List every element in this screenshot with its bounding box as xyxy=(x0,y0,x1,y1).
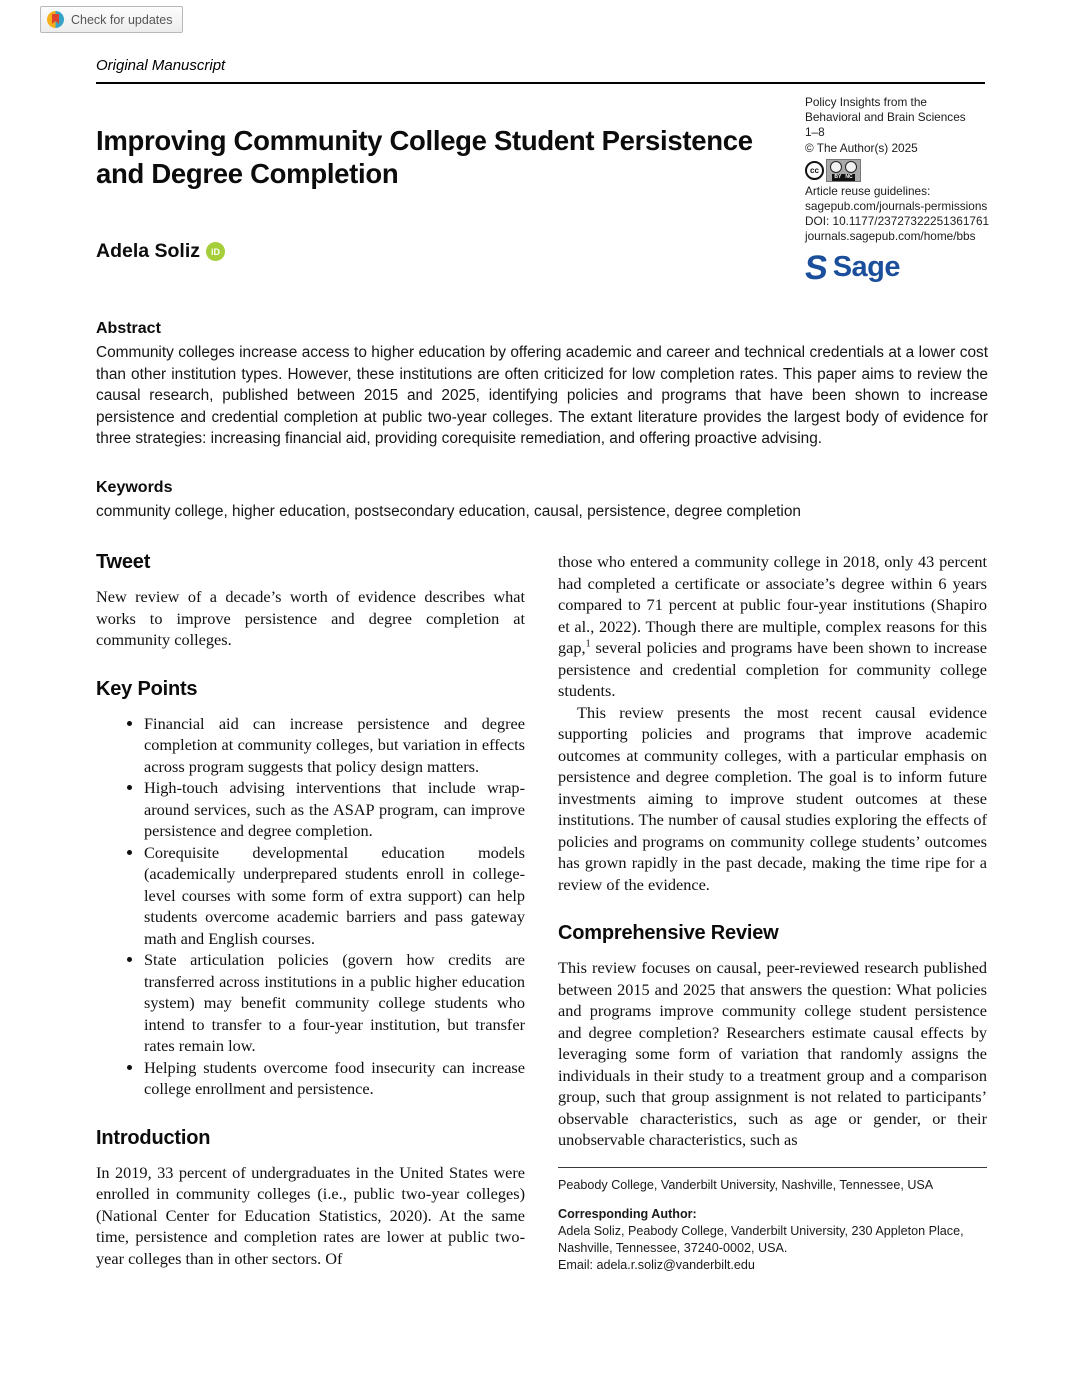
key-points-list xyxy=(96,713,525,1100)
journal-pages: 1–8 xyxy=(805,125,825,140)
introduction-heading: Introduction xyxy=(96,1126,211,1149)
review-overview-text: This review presents the most recent causal evidence supporting policies and programs that improve academic outcomes at community colleges, with a particular emphasis on persistence and degree completion. The goal is to inform future investments aiming to improve student outcomes at these institutions. The number of causal studies exploring the effects of policies and programs on community college students’ outcomes has grown rapidly in the past decade, making the time ripe for a review of the evidence. xyxy=(558,702,987,894)
orcid-icon[interactable]: iD xyxy=(206,242,225,261)
footnote-marker: 1 xyxy=(585,638,591,650)
right-column xyxy=(558,551,987,1274)
cc-by-nc-icon xyxy=(826,159,861,182)
cc-nc-label: NC xyxy=(845,173,853,180)
permissions-link[interactable]: sagepub.com/journals-permissions xyxy=(805,199,988,214)
introduction-text: In 2019, 33 percent of undergraduates in the United States were enrolled in community colleges (i.e., public two-year colleges) (National Center for Education Statistics, 2020). At the same time, persistence and completion rates are lower at public two-year colleges than in other sectors. Of xyxy=(96,1162,525,1268)
affiliation-text: Peabody College, Vanderbilt University, Nashville, Tennessee, USA xyxy=(558,1177,934,1192)
sage-wordmark: Sage xyxy=(832,251,901,284)
comprehensive-review-text: This review focuses on causal, peer-reviewed research published between 2015 and 2025 that answers the question: What policies and programs improve community college student persistence and degree completion? Researchers estimate causal effects by leveraging some form of variation that randomly assigns the individuals in their study to a treatment group and a comparison group, such that group assignment is not related to participants’ observable characteristics, such as age or gender, or their unobservable characteristics, such as xyxy=(558,958,987,1149)
key-points-heading: Key Points xyxy=(96,677,198,700)
journal-meta-block xyxy=(803,95,1005,287)
cc-by-label: BY xyxy=(834,173,842,180)
author-row xyxy=(96,240,225,263)
tweet-text: New review of a decade’s worth of evidence describes what works to improve persistence and degree completion at community colleges. xyxy=(96,587,525,649)
manuscript-type-label: Original Manuscript xyxy=(96,57,226,74)
key-point-item: • Corequisite developmental education models (academically underprepared students enroll in college-level courses with some form of extra support) can help students overcome academic barriers and pass gateway math and English courses. xyxy=(144,842,525,950)
author-name: Adela Soliz xyxy=(96,240,201,262)
check-for-updates-button[interactable] xyxy=(40,6,183,33)
abstract-heading: Abstract xyxy=(96,320,161,337)
cc-icon: cc xyxy=(805,161,824,180)
key-point-item: • Helping students overcome food insecurity can increase college enrollment and persistence. xyxy=(144,1057,525,1100)
intro-continued-before: those who entered a community college in 2018, only 43 percent had completed a certificate or associate’s degree within 6 years compared to 71 percent at public four-year institutions (Shapiro et al., 2022). Though there are multiple, complex reasons for this gap, xyxy=(558,552,987,657)
left-column xyxy=(96,551,525,1274)
journal-copyright: © The Author(s) 2025 xyxy=(805,140,918,155)
intro-continued-after: several policies and programs have been shown to increase persistence and credential completion for community college students. xyxy=(558,638,987,700)
tweet-heading: Tweet xyxy=(96,551,151,573)
journal-name-line2: Behavioral and Brain Sciences xyxy=(805,110,966,125)
key-point-item: • Financial aid can increase persistence and degree completion at community colleges, but variation in effects across program suggests that policy design matters. xyxy=(144,713,525,778)
cc-license-badge[interactable] xyxy=(805,159,861,182)
cc-by-icon xyxy=(830,161,842,173)
abstract-section xyxy=(96,320,988,450)
key-point-item: • State articulation policies (govern how credits are transferred across institutions in a public higher education system) may benefit community college students who intend to transfer to a four-year institution, but transfer rates remain low. xyxy=(144,949,525,1057)
reuse-guidelines-label: Article reuse guidelines: xyxy=(805,183,931,198)
keywords-text: community college, higher education, postsecondary education, causal, persistence, degree completion xyxy=(96,503,801,520)
sage-logo[interactable] xyxy=(803,248,1005,287)
author-note-footer xyxy=(558,1167,987,1274)
article-title: Improving Community College Student Persistence and Degree Completion xyxy=(96,125,753,190)
crossmark-icon xyxy=(47,11,64,28)
key-point-item: • High-touch advising interventions that include wrap-around services, such as the ASAP program, can improve persistence and degree completion. xyxy=(144,777,525,842)
corresponding-author-address: Adela Soliz, Peabody College, Vanderbilt University, 230 Appleton Place, Nashville, Tennessee, 37240-0002, USA. xyxy=(558,1223,964,1255)
check-for-updates-label: Check for updates xyxy=(71,12,173,27)
two-column-body xyxy=(96,551,988,1274)
doi-text[interactable]: DOI: 10.1177/23727322251361761 xyxy=(805,214,990,229)
intro-continued-text xyxy=(558,551,987,702)
cc-nc-icon xyxy=(845,161,857,173)
abstract-text: Community colleges increase access to higher education by offering academic and career and technical credentials at a lower cost than other institution types. However, these institutions are often criticized for low completion rates. This paper aims to review the causal research, published between 2015 and 2025, identifying policies and programs that have been shown to increase persistence and credential completion at public two-year colleges. The extant literature provides the largest body of evidence for three strategies: increasing financial aid, providing corequisite remediation, and offering proactive advising. xyxy=(96,344,988,447)
header-divider xyxy=(96,82,985,84)
journal-home-link[interactable]: journals.sagepub.com/home/bbs xyxy=(805,229,976,244)
keywords-heading: Keywords xyxy=(96,479,173,496)
sage-s-icon: S xyxy=(803,248,830,287)
corresponding-author-label: Corresponding Author: xyxy=(558,1206,697,1221)
keywords-section xyxy=(96,479,988,523)
journal-name-line1: Policy Insights from the xyxy=(805,95,927,109)
comprehensive-review-heading: Comprehensive Review xyxy=(558,922,779,944)
corresponding-author-email[interactable]: Email: adela.r.soliz@vanderbilt.edu xyxy=(558,1257,755,1272)
